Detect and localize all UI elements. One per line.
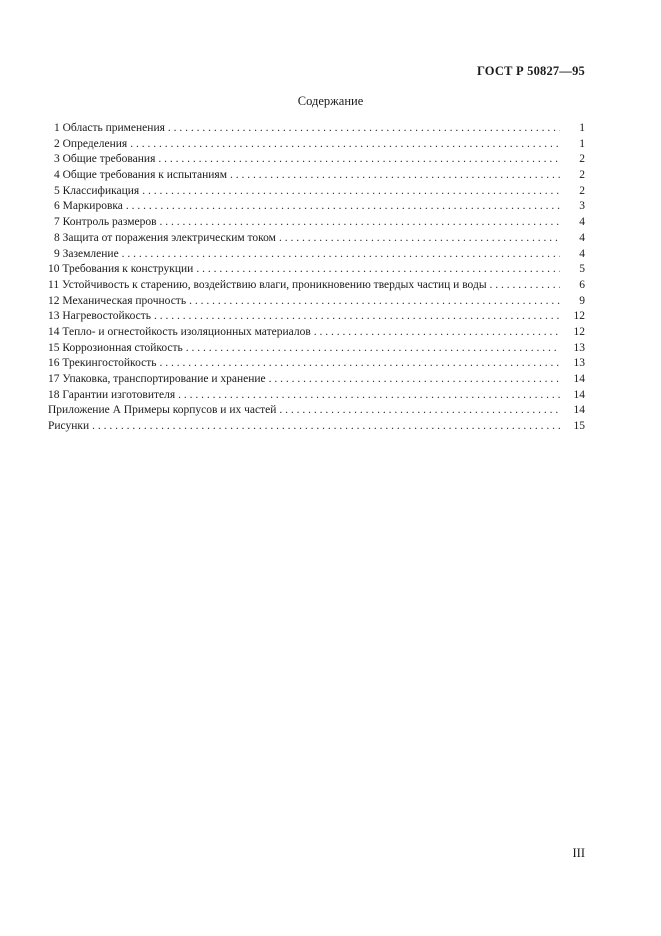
toc-leader-dots [269,372,560,388]
toc-entry[interactable] [48,262,585,278]
toc-entry-label: 8 Защита от поражения электрическим током [54,231,276,244]
toc-entry-label: 15 Коррозионная стойкость [48,341,183,354]
toc-leader-dots [178,388,560,404]
toc-entry-page: 14 [573,388,585,401]
toc-entry[interactable] [48,121,585,137]
toc-leader-dots [189,294,560,310]
toc-entry-page: 13 [573,357,585,370]
toc-entry[interactable] [48,199,585,215]
toc-entry-page: 9 [579,294,585,307]
toc-entry[interactable] [48,152,585,168]
toc-entry-label: 5 Классификация [54,184,140,197]
toc-entry-label: 6 Маркировка [54,200,123,213]
toc-leader-dots [279,403,560,419]
toc-entry-label: 3 Общие требования [54,153,156,166]
toc-entry-page: 1 [579,122,585,134]
toc-entry-label: 1 Область применения [54,122,165,134]
toc-entry-page: 12 [573,325,585,338]
toc-leader-dots [168,121,560,137]
toc-entry[interactable] [48,294,585,310]
toc-entry-label: 7 Контроль размеров [54,216,157,229]
toc-leader-dots [196,262,560,278]
toc-leader-dots [92,419,560,435]
toc-leader-dots [142,184,560,200]
toc-entry-label: Рисунки [48,420,90,433]
toc-entry[interactable] [48,372,585,388]
toc-leader-dots [186,341,560,357]
toc-entry-label: 2 Определения [54,137,128,150]
table-of-contents [48,121,585,435]
toc-leader-dots [279,231,560,247]
toc-entry-page: 2 [579,153,585,166]
toc-entry-label: 11 Устойчивость к старению, воздействию влаги, проникновению твердых частиц и воды [48,278,487,291]
toc-entry-label: 12 Механическая прочность [48,294,187,307]
toc-entry[interactable] [48,278,585,294]
toc-entry-page: 3 [579,200,585,213]
toc-entry-label: 16 Трекингостойкость [48,357,157,370]
document-code: ГОСТ Р 50827—95 [476,64,585,78]
toc-entry-label: 9 Заземление [54,247,119,260]
toc-leader-dots [490,278,560,294]
toc-entry-page: 2 [579,169,585,182]
page-number: III [572,846,585,860]
toc-entry[interactable] [48,215,585,231]
toc-entry-label: Приложение А Примеры корпусов и их частей [48,404,277,417]
toc-entry-label: 14 Тепло- и огнестойкость изоляционных материалов [48,325,311,338]
toc-leader-dots [130,137,560,153]
toc-entry[interactable] [48,419,585,435]
toc-entry-label: 17 Упаковка, транспортирование и хранение [48,373,266,385]
toc-entry-label: 10 Требования к конструкции [48,263,194,276]
toc-entry-page: 4 [579,247,585,260]
toc-entry-page: 6 [579,278,585,291]
toc-entry-label: 4 Общие требования к испытаниям [54,169,227,182]
toc-leader-dots [122,247,560,263]
toc-leader-dots [154,309,560,325]
toc-leader-dots [159,356,560,372]
toc-entry[interactable] [48,247,585,263]
toc-entry-page: 15 [573,420,585,433]
toc-leader-dots [230,168,560,184]
toc-entry[interactable] [48,184,585,200]
toc-entry-page: 4 [579,216,585,229]
toc-entry[interactable] [48,137,585,153]
toc-entry-page: 5 [579,263,585,276]
toc-leader-dots [158,152,560,168]
toc-entry-page: 14 [573,404,585,417]
toc-entry-page: 2 [579,184,585,197]
toc-entry[interactable] [48,403,585,419]
toc-entry-page: 12 [573,310,585,323]
toc-entry[interactable] [48,168,585,184]
toc-entry[interactable] [48,388,585,404]
toc-entry[interactable] [48,341,585,357]
toc-entry[interactable] [48,356,585,372]
toc-entry-label: 18 Гарантии изготовителя [48,388,176,401]
toc-entry[interactable] [48,309,585,325]
toc-entry[interactable] [48,231,585,247]
toc-leader-dots [126,199,560,215]
toc-entry-page: 13 [573,341,585,354]
toc-leader-dots [314,325,560,341]
toc-entry-page: 1 [579,137,585,150]
toc-entry[interactable] [48,325,585,341]
toc-leader-dots [160,215,560,231]
toc-entry-page: 4 [579,231,585,244]
toc-entry-label: 13 Нагревостойкость [48,310,152,323]
toc-title: Содержание [297,94,364,108]
toc-entry-page: 14 [573,373,585,385]
